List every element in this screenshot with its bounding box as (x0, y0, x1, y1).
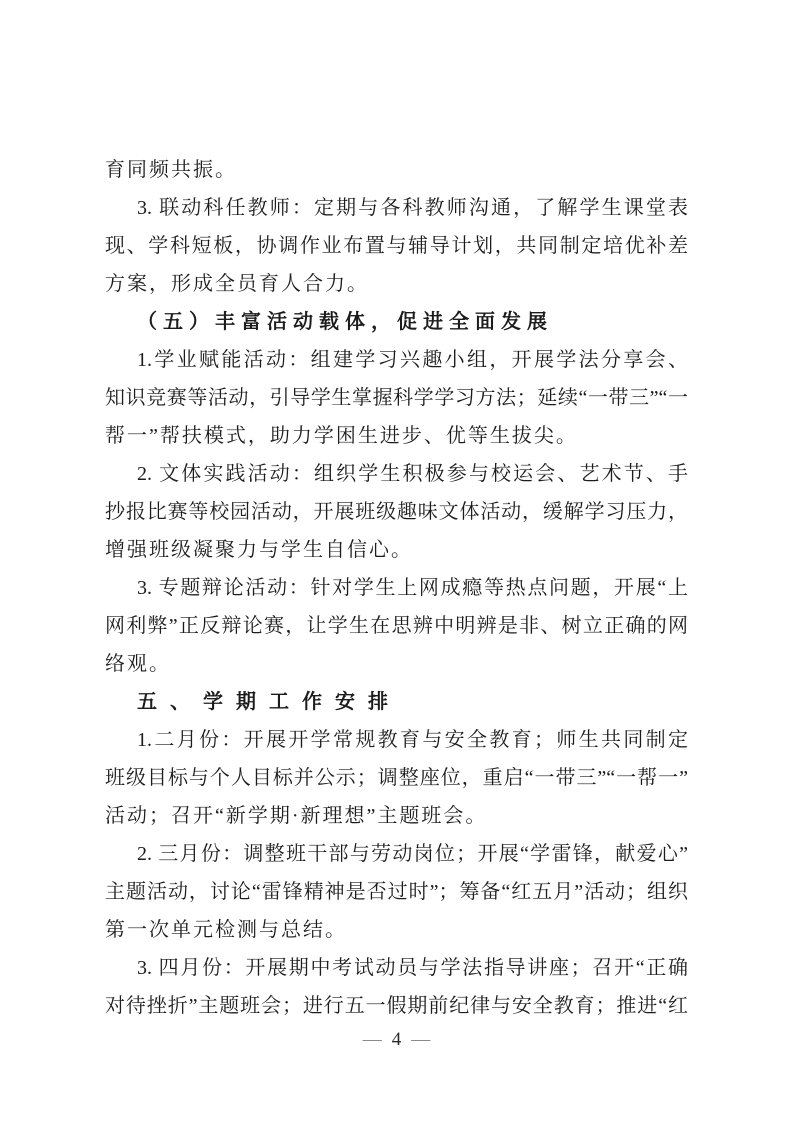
text-line: 知识竞赛等活动，引导学生掌握科学学习方法；延续“一带三”“一 (105, 387, 688, 409)
text-line: 帮一”帮扶模式，助力学困生进步、优等生拔尖。 (105, 425, 578, 447)
text-line: 班级目标与个人目标并公示；调整座位，重启“一带三”“一帮一” (105, 767, 688, 789)
text-line: 增强班级凝聚力与学生自信心。 (105, 539, 413, 561)
text-line: 2. 三月份：调整班干部与劳动岗位；开展“学雷锋，献爱心” (137, 843, 688, 865)
page-number-dash-left: — (362, 1029, 382, 1050)
text-line: 3. 专题辩论活动：针对学生上网成瘾等热点问题，开展“上 (137, 577, 688, 599)
text-line: 3. 联动科任教师：定期与各科教师沟通，了解学生课堂表 (137, 197, 688, 219)
page-number-dash-right: — (411, 1029, 431, 1050)
text-line: 抄报比赛等校园活动，开展班级趣味文体活动，缓解学习压力， (105, 501, 688, 523)
text-line: 主题活动，讨论“雷锋精神是否过时”；筹备“红五月”活动；组织 (105, 881, 688, 903)
page-number (0, 1028, 793, 1052)
sub-heading-line: （五）丰富活动载体，促进全面发展 (137, 311, 553, 333)
text-line: 1.二月份：开展开学常规教育与安全教育；师生共同制定 (137, 729, 688, 751)
text-line: 育同频共振。 (105, 159, 237, 181)
text-line: 2. 文体实践活动：组织学生积极参与校运会、艺术节、手 (137, 463, 688, 485)
text-line: 络观。 (105, 653, 171, 675)
text-line: 第一次单元检测与总结。 (105, 919, 347, 941)
text-line: 网利弊”正反辩论赛，让学生在思辨中明辨是非、树立正确的网 (105, 615, 688, 637)
text-line: 3. 四月份：开展期中考试动员与学法指导讲座；召开“正确 (137, 957, 688, 979)
text-line: 对待挫折”主题班会；进行五一假期前纪律与安全教育；推进“红 (105, 995, 688, 1017)
text-line: 1.学业赋能活动：组建学习兴趣小组，开展学法分享会、 (137, 349, 688, 371)
document-lines (105, 151, 688, 1025)
section-heading-line: 五、学期工作安排 (137, 691, 401, 713)
text-line: 方案，形成全员育人合力。 (105, 273, 369, 295)
text-line: 活动；召开“新学期·新理想”主题班会。 (105, 805, 488, 827)
text-line: 现、学科短板，协调作业布置与辅导计划，共同制定培优补差 (105, 235, 688, 257)
page-number-value: 4 (391, 1029, 402, 1050)
